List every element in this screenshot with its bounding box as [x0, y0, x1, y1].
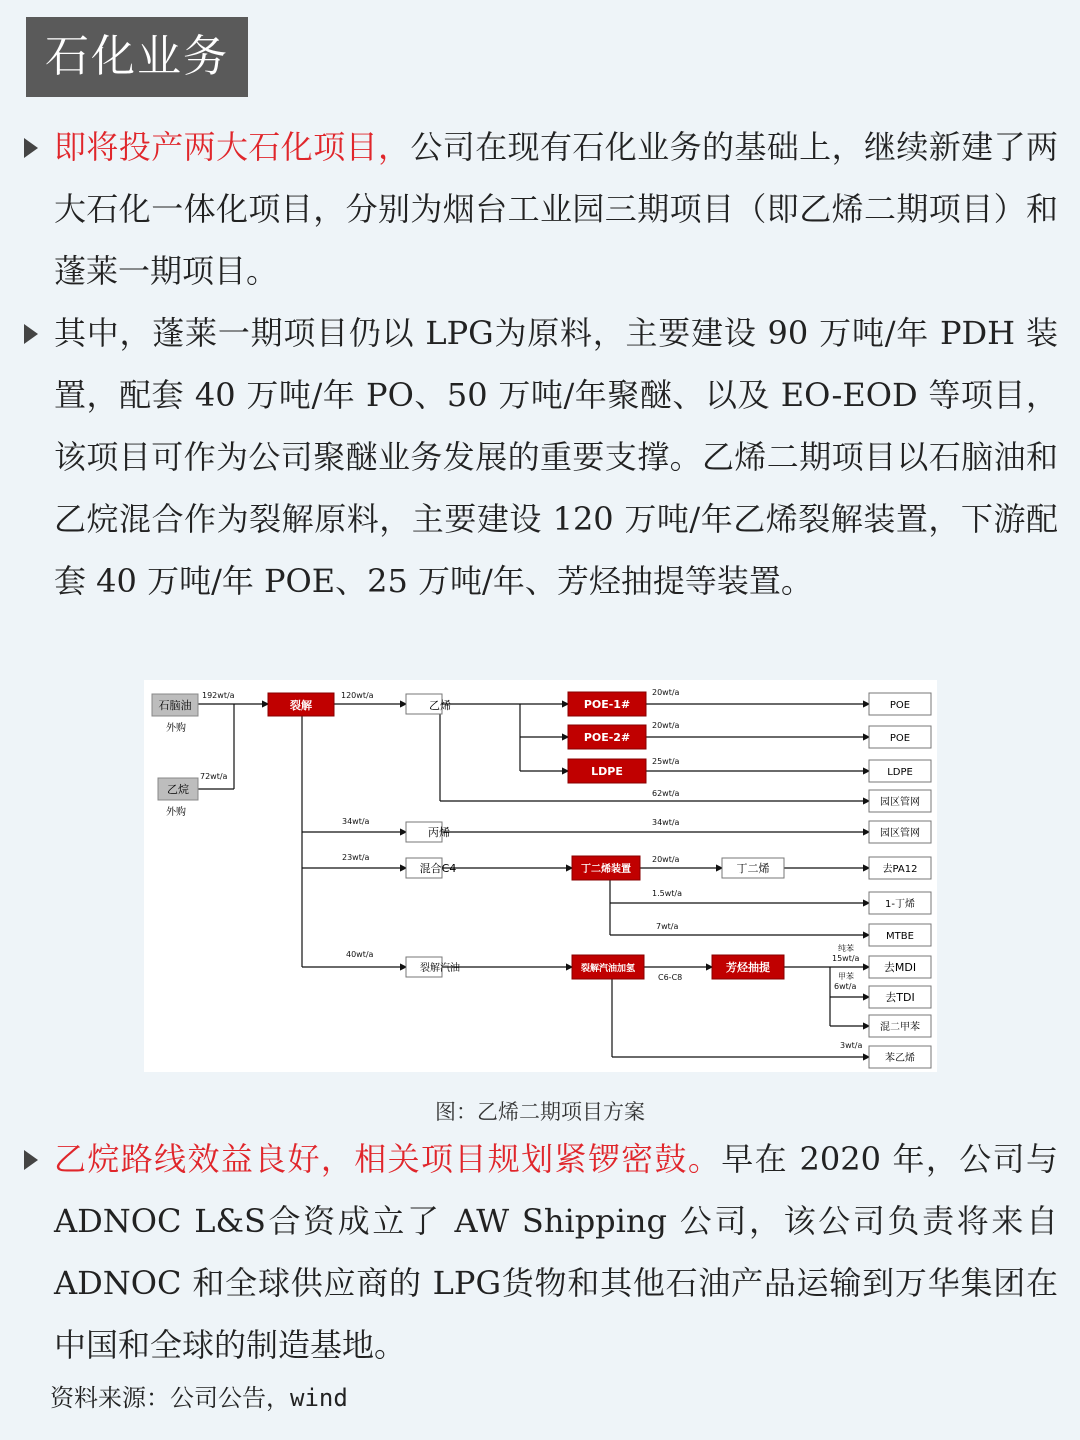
cracking-label: 裂解 [290, 699, 312, 712]
butadiene-unit-label: 丁二烯装置 [581, 864, 631, 875]
benzene-label: 纯苯 [838, 944, 854, 953]
paragraph-3-highlight: 乙烷路线效益良好，相关项目规划紧锣密鼓。 [54, 1140, 722, 1178]
naphtha-sub: 外购 [166, 723, 186, 734]
process-flow-diagram [144, 680, 937, 1072]
poe1-flow-label: 20wt/a [652, 688, 680, 697]
butadiene-flow-label: 20wt/a [652, 855, 680, 864]
ethylene-flow-label: 120wt/a [341, 691, 374, 700]
propylene-label: 丙烯 [428, 826, 450, 839]
out-xylene-label: 混二甲苯 [880, 1022, 920, 1033]
out-mdi-label: 去MDI [883, 961, 917, 974]
butadiene-label: 丁二烯 [736, 862, 770, 875]
pygas-flow-label: 40wt/a [346, 950, 374, 959]
naphtha-flow-label: 192wt/a [202, 691, 235, 700]
toluene-flow-label: 6wt/a [834, 982, 857, 991]
pipe-flow-label: 62wt/a [652, 789, 680, 798]
out-pipe2-label: 园区管网 [880, 828, 920, 839]
mixed-c4-label: 混合C4 [419, 862, 457, 875]
out-poe1-label: POE [889, 700, 911, 711]
naphtha-label: 石脑油 [158, 699, 192, 712]
bullet-icon [24, 324, 38, 344]
out-styrene-label: 苯乙烯 [885, 1053, 915, 1064]
paragraph-3-text: 早在 2020 年，公司与 ADNOC L&S合资成立了 AW Shipping 公司，该公司负责将来自 ADNOC 和全球供应商的 LPG货物和其他石油产品运输到万华集团在中国和全球的制造基地。 [54, 1140, 1058, 1364]
toluene-label: 甲苯 [838, 972, 854, 981]
poe2-flow-label: 20wt/a [652, 721, 680, 730]
paragraph-1-text: 公司在现有石化业务的基础上，继续新建了两大石化一体化项目，分别为烟台工业园三期项目（即乙烯二期项目）和蓬莱一期项目。 [54, 128, 1058, 290]
poe1-label: POE-1# [583, 698, 631, 711]
out-mtbe-label: MTBE [886, 931, 914, 942]
out-tdi-label: 去TDI [885, 991, 915, 1004]
bullet-icon [24, 138, 38, 158]
c6c8-label: C6-C8 [658, 973, 683, 982]
styrene-flow-label: 3wt/a [840, 1041, 863, 1050]
section-title: 石化业务 [26, 17, 248, 97]
out-pa12-label: 去PA12 [882, 864, 918, 875]
pygas-hydro-label: 裂解汽油加氢 [580, 964, 636, 974]
propylene-out-label: 34wt/a [652, 818, 680, 827]
butene-flow-label: 1.5wt/a [652, 889, 682, 898]
out-butene-label: 1-丁烯 [885, 899, 915, 910]
ethylene-label: 乙烯 [429, 699, 451, 712]
paragraph-3 [54, 1128, 1058, 1376]
ethane-label: 乙烷 [167, 783, 189, 796]
ethane-sub: 外购 [166, 807, 186, 818]
source-note: 资料来源：公司公告，wind [50, 1384, 348, 1412]
paragraph-2 [54, 302, 1058, 612]
paragraph-1-highlight: 即将投产两大石化项目， [54, 128, 411, 166]
aromatics-label: 芳烃抽提 [726, 961, 770, 974]
mtbe-flow-label: 7wt/a [656, 922, 679, 931]
paragraph-1 [54, 116, 1058, 302]
out-pipe1-label: 园区管网 [880, 797, 920, 808]
propylene-in-label: 34wt/a [342, 817, 370, 826]
out-ldpe-label: LDPE [887, 767, 913, 778]
ldpe-label: LDPE [591, 765, 623, 778]
ethane-flow-label: 72wt/a [200, 772, 228, 781]
c4-flow-label: 23wt/a [342, 853, 370, 862]
benzene-flow-label: 15wt/a [832, 954, 860, 963]
figure-caption: 图：乙烯二期项目方案 [435, 1100, 645, 1124]
bullet-icon [24, 1150, 38, 1170]
out-poe2-label: POE [889, 733, 911, 744]
ldpe-flow-label: 25wt/a [652, 757, 680, 766]
paragraph-2-text: 其中，蓬莱一期项目仍以 LPG为原料，主要建设 90 万吨/年 PDH 装置，配套 40 万吨/年 PO、50 万吨/年聚醚、以及 EO-EOD 等项目，该项目可作为公司聚醚业务发展的重要支撑。乙烯二期项目以石脑油和乙烷混合作为裂解原料，主要建设 120 万吨/年乙烯裂解装置，下游配套 40 万吨/年 POE、25 万吨/年、芳烃抽提等装置。 [54, 314, 1058, 600]
pygas-label: 裂解汽油 [420, 963, 460, 974]
poe2-label: POE-2# [583, 731, 631, 744]
